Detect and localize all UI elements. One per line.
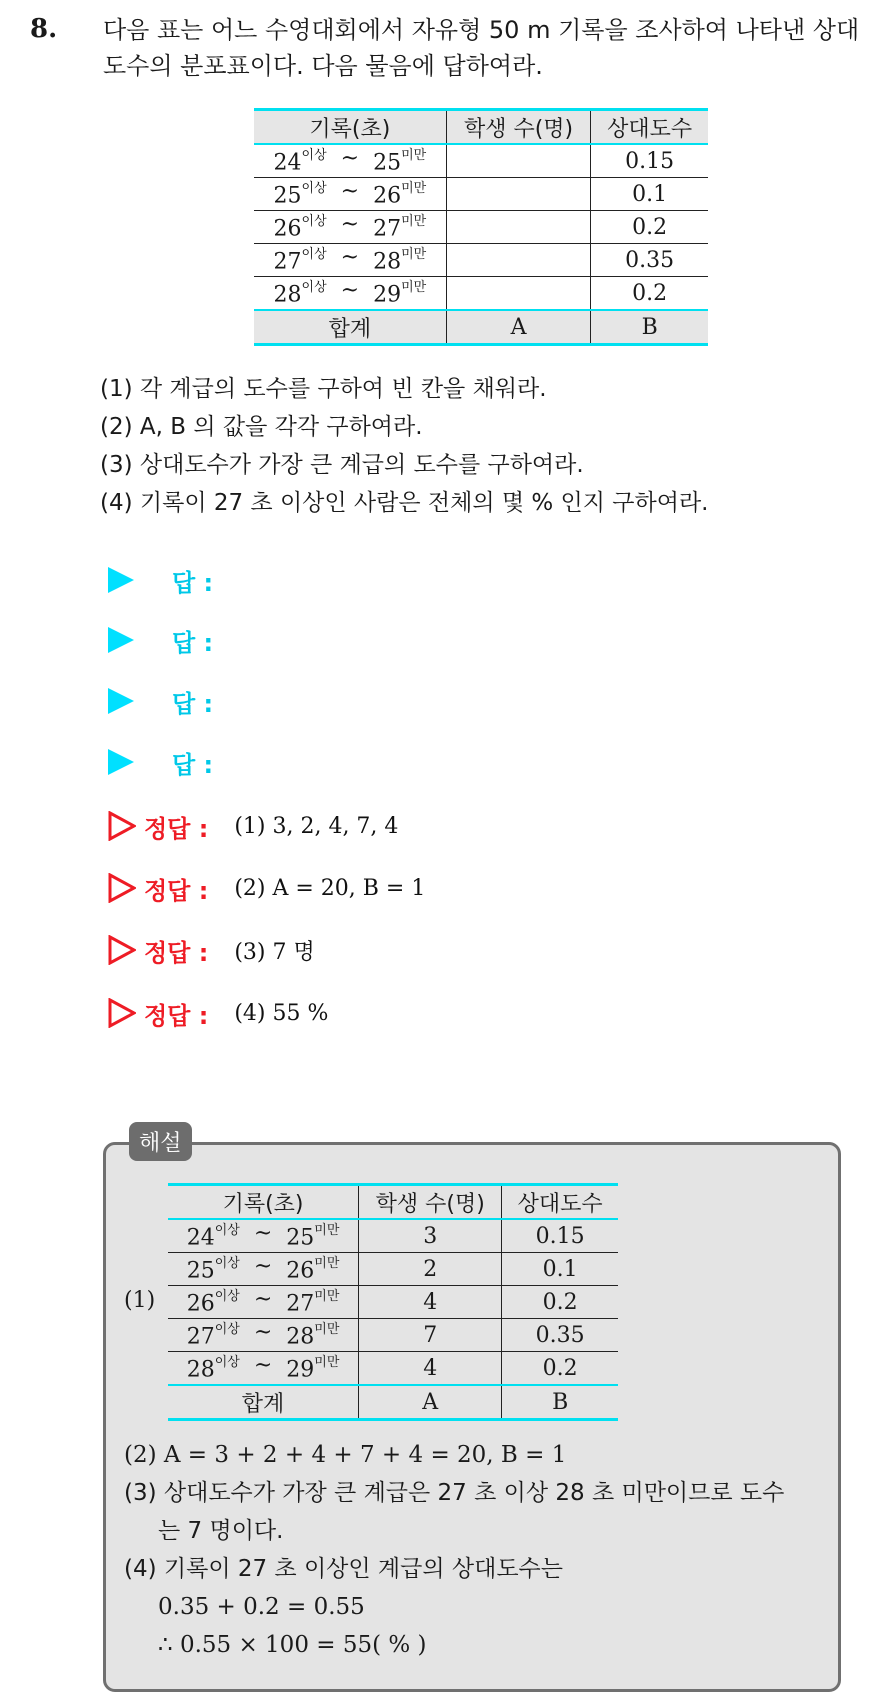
answer-label: 답 : bbox=[172, 689, 214, 718]
student-count-cell: 2 bbox=[359, 1253, 502, 1286]
table-row bbox=[254, 211, 708, 244]
relative-frequency-cell: 0.2 bbox=[502, 1286, 618, 1319]
correct-label: 정답 : bbox=[144, 938, 209, 967]
total-relative-frequency: B bbox=[591, 310, 708, 345]
question-number: 8. bbox=[30, 14, 58, 44]
header-record: 기록(초) bbox=[254, 110, 446, 145]
header-relative-frequency: 상대도수 bbox=[502, 1185, 618, 1220]
sub-question: (4) 기록이 27 초 이상인 사람은 전체의 몇 % 인지 구하여라. bbox=[100, 490, 709, 516]
play-triangle-icon bbox=[108, 627, 134, 653]
solution-text bbox=[124, 1436, 834, 1664]
header-students: 학생 수(명) bbox=[359, 1185, 502, 1220]
class-interval: $24^{이상}$ ~ $25^{미만}$ bbox=[254, 144, 446, 178]
student-count-cell bbox=[446, 244, 591, 277]
class-interval: $28^{이상}$ ~ $29^{미만}$ bbox=[254, 277, 446, 311]
header-students: 학생 수(명) bbox=[446, 110, 591, 145]
relative-frequency-cell: 0.1 bbox=[502, 1253, 618, 1286]
table-row bbox=[168, 1253, 618, 1286]
table-row bbox=[254, 244, 708, 277]
student-count-cell: 3 bbox=[359, 1219, 502, 1253]
outline-triangle-icon bbox=[108, 811, 136, 841]
table-total-row bbox=[254, 310, 708, 345]
table-row bbox=[168, 1352, 618, 1386]
solution-line: (3) 상대도수가 가장 큰 계급은 27 초 이상 28 초 미만이므로 도수 bbox=[124, 1480, 785, 1506]
solution-line: (4) 기록이 27 초 이상인 계급의 상대도수는 bbox=[124, 1556, 563, 1582]
total-count: A bbox=[446, 310, 591, 345]
frequency-table bbox=[254, 108, 708, 346]
solution-line: 는 7 명이다. bbox=[158, 1518, 284, 1544]
relative-frequency-cell: 0.15 bbox=[502, 1219, 618, 1253]
relative-frequency-cell: 0.2 bbox=[591, 277, 708, 311]
table-row bbox=[168, 1319, 618, 1352]
class-interval: $27^{이상}$ ~ $28^{미만}$ bbox=[254, 244, 446, 277]
student-count-cell: 7 bbox=[359, 1319, 502, 1352]
class-interval: $25^{이상}$ ~ $26^{미만}$ bbox=[168, 1253, 359, 1286]
correct-answer-text: (3) 7 명 bbox=[234, 939, 315, 965]
answer-label: 답 : bbox=[172, 750, 214, 779]
sub-question-list bbox=[100, 370, 708, 522]
relative-frequency-cell: 0.35 bbox=[591, 244, 708, 277]
solution-part1-label: (1) bbox=[124, 1288, 156, 1313]
student-count-cell: 4 bbox=[359, 1286, 502, 1319]
answer-row[interactable] bbox=[108, 744, 213, 780]
table-row bbox=[254, 178, 708, 211]
total-label: 합계 bbox=[168, 1385, 359, 1420]
correct-answer-text: (4) 55 % bbox=[234, 1000, 329, 1026]
total-label: 합계 bbox=[254, 310, 446, 345]
table-total-row bbox=[168, 1385, 618, 1420]
class-interval: $28^{이상}$ ~ $29^{미만}$ bbox=[168, 1352, 359, 1386]
play-triangle-icon bbox=[108, 688, 134, 714]
relative-frequency-cell: 0.2 bbox=[591, 211, 708, 244]
table-header-row bbox=[168, 1185, 618, 1220]
table-row bbox=[168, 1219, 618, 1253]
correct-answer-row bbox=[108, 993, 328, 1033]
table-row bbox=[168, 1286, 618, 1319]
correct-answer-text: (2) A = 20, B = 1 bbox=[234, 875, 426, 901]
answer-row[interactable] bbox=[108, 622, 213, 658]
header-relative-frequency: 상대도수 bbox=[591, 110, 708, 145]
correct-answer-row bbox=[108, 930, 315, 970]
outline-triangle-icon bbox=[108, 935, 136, 965]
total-relative-frequency: B bbox=[502, 1385, 618, 1420]
answer-label: 답 : bbox=[172, 628, 214, 657]
solution-tag: 해설 bbox=[129, 1122, 192, 1161]
answer-row[interactable] bbox=[108, 683, 213, 719]
play-triangle-icon bbox=[108, 749, 134, 775]
class-interval: $24^{이상}$ ~ $25^{미만}$ bbox=[168, 1219, 359, 1253]
answer-label: 답 : bbox=[172, 568, 214, 597]
class-interval: $27^{이상}$ ~ $28^{미만}$ bbox=[168, 1319, 359, 1352]
sub-question: (3) 상대도수가 가장 큰 계급의 도수를 구하여라. bbox=[100, 452, 584, 478]
answer-row[interactable] bbox=[108, 562, 213, 598]
header-record: 기록(초) bbox=[168, 1185, 359, 1220]
question-text: 다음 표는 어느 수영대회에서 자유형 50 m 기록을 조사하여 나타낸 상대도수의 분포표이다. 다음 물음에 답하여라. bbox=[103, 16, 860, 80]
relative-frequency-cell: 0.35 bbox=[502, 1319, 618, 1352]
class-interval: $26^{이상}$ ~ $27^{미만}$ bbox=[168, 1286, 359, 1319]
relative-frequency-cell: 0.2 bbox=[502, 1352, 618, 1386]
solution-line: ∴ 0.55 × 100 = 55( % ) bbox=[158, 1632, 427, 1658]
table-row bbox=[254, 277, 708, 311]
student-count-cell bbox=[446, 144, 591, 178]
solution-line: 0.35 + 0.2 = 0.55 bbox=[158, 1594, 365, 1620]
student-count-cell: 4 bbox=[359, 1352, 502, 1386]
correct-label: 정답 : bbox=[144, 876, 209, 905]
student-count-cell bbox=[446, 178, 591, 211]
sub-question: (2) A, B 의 값을 각각 구하여라. bbox=[100, 414, 423, 440]
correct-answer-row bbox=[108, 806, 398, 846]
table-row bbox=[254, 144, 708, 178]
correct-answer-row bbox=[108, 868, 425, 908]
outline-triangle-icon bbox=[108, 998, 136, 1028]
correct-label: 정답 : bbox=[144, 814, 209, 843]
relative-frequency-cell: 0.15 bbox=[591, 144, 708, 178]
solution-table bbox=[168, 1183, 618, 1421]
total-count: A bbox=[359, 1385, 502, 1420]
table-header-row bbox=[254, 110, 708, 145]
student-count-cell bbox=[446, 211, 591, 244]
correct-label: 정답 : bbox=[144, 1001, 209, 1030]
play-triangle-icon bbox=[108, 567, 134, 593]
relative-frequency-cell: 0.1 bbox=[591, 178, 708, 211]
correct-answer-text: (1) 3, 2, 4, 7, 4 bbox=[234, 813, 399, 839]
student-count-cell bbox=[446, 277, 591, 311]
outline-triangle-icon bbox=[108, 873, 136, 903]
class-interval: $26^{이상}$ ~ $27^{미만}$ bbox=[254, 211, 446, 244]
class-interval: $25^{이상}$ ~ $26^{미만}$ bbox=[254, 178, 446, 211]
sub-question: (1) 각 계급의 도수를 구하여 빈 칸을 채워라. bbox=[100, 376, 547, 402]
solution-line: (2) A = 3 + 2 + 4 + 7 + 4 = 20, B = 1 bbox=[124, 1442, 567, 1468]
